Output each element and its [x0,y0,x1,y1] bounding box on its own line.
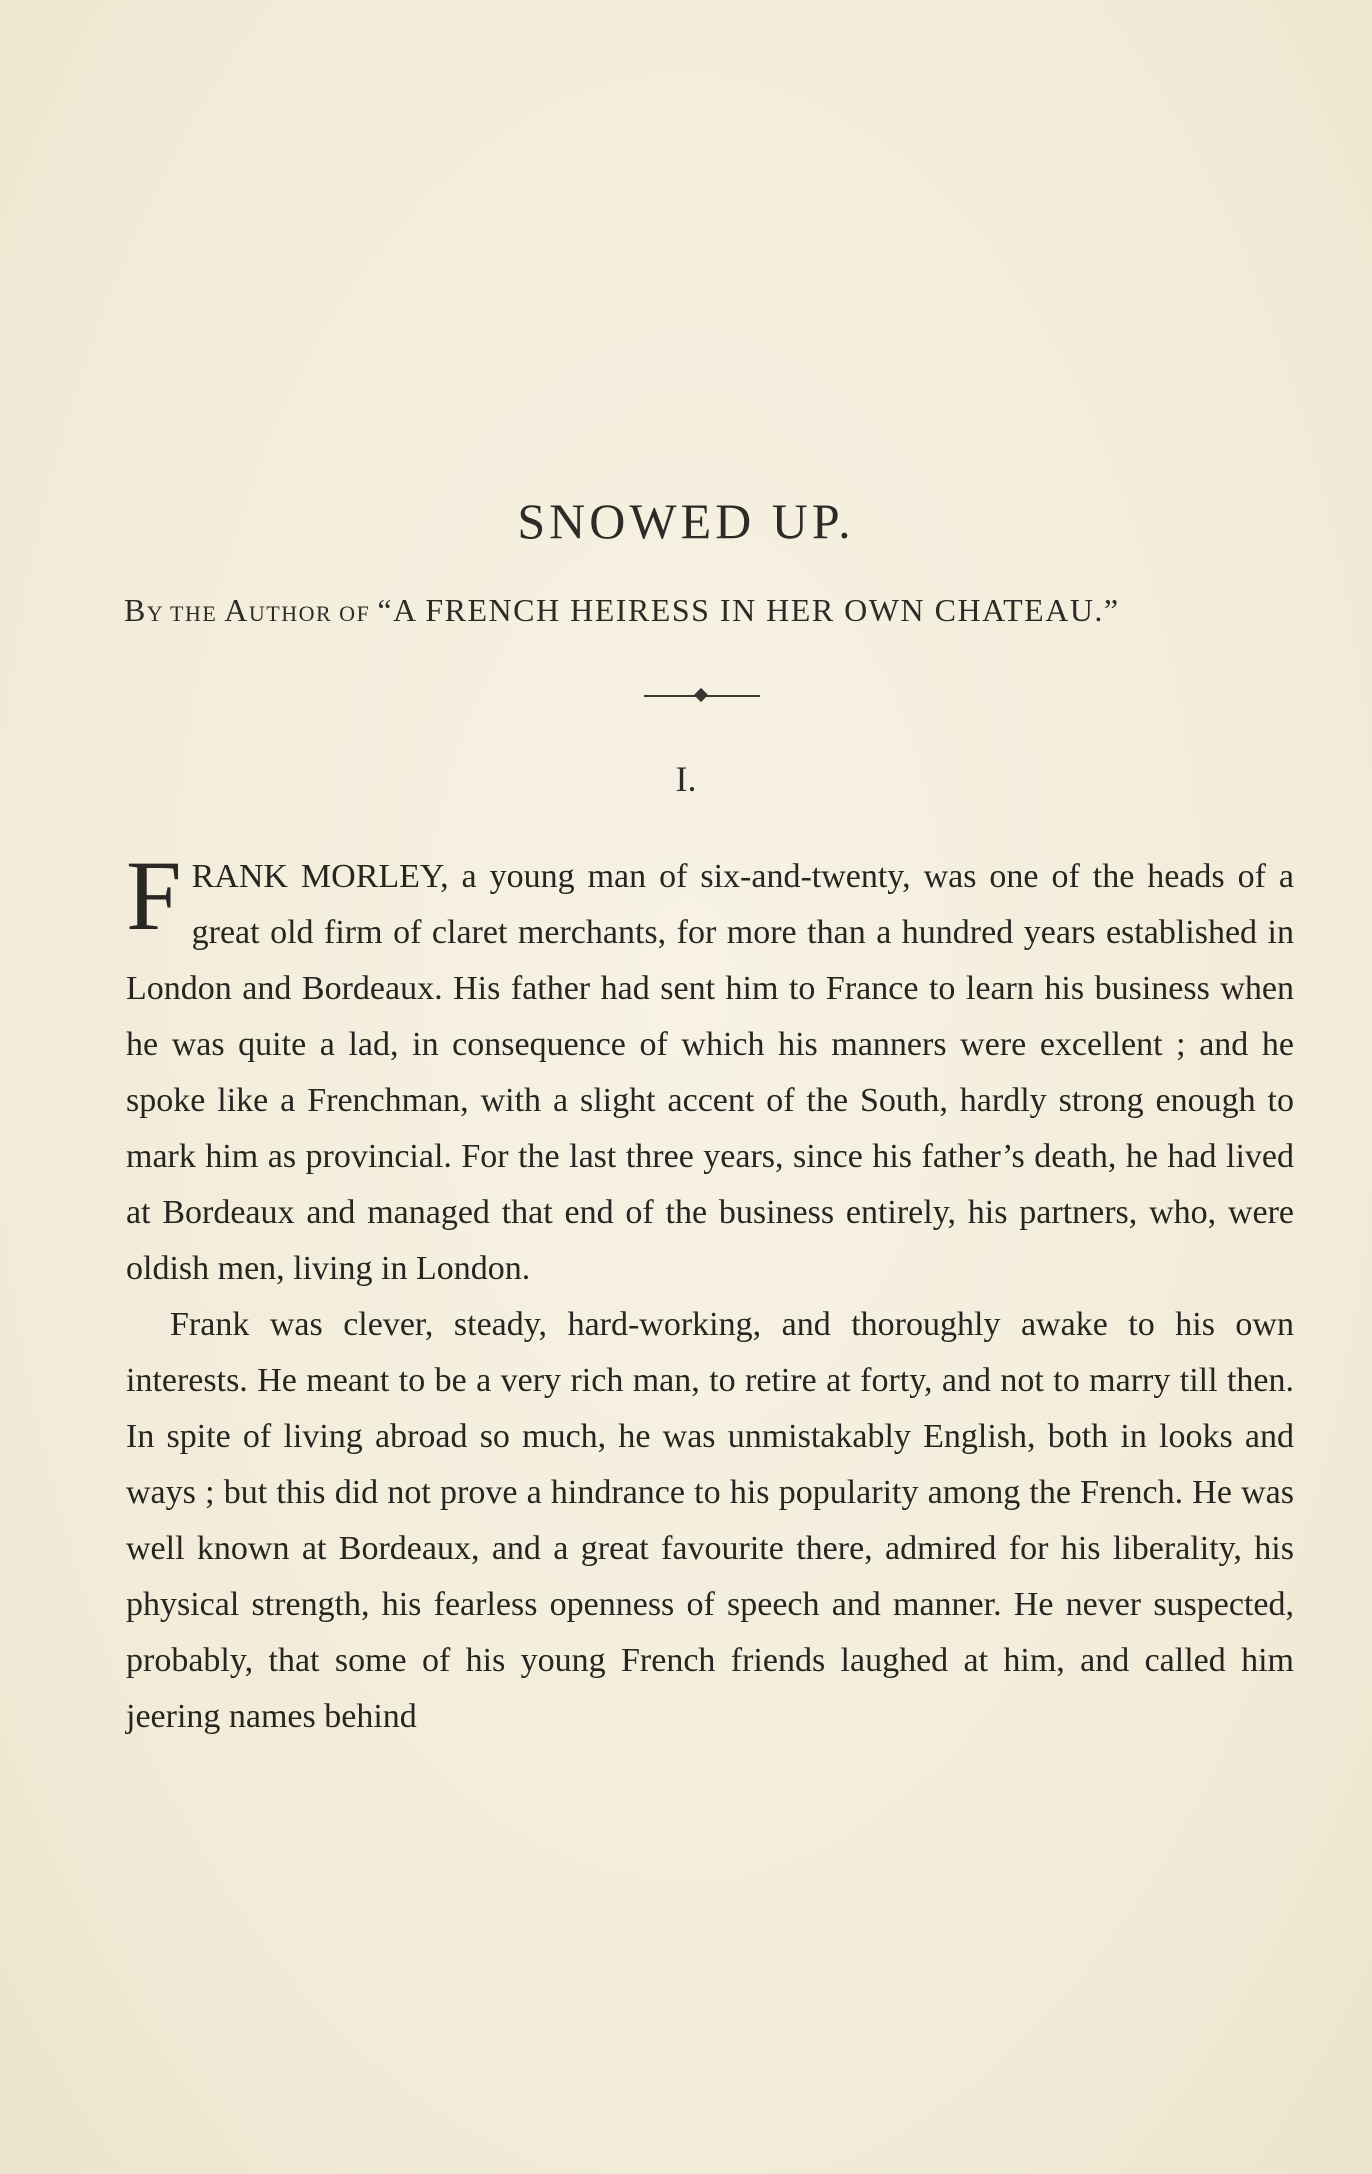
diamond-ornament-icon [694,688,708,702]
byline-work-title: “A FRENCH HEIRESS IN HER OWN CHATEAU.” [377,592,1120,628]
paragraph-second: Frank was clever, steady, hard-working, and thoroughly awake to his own interests. He meant to be a very rich man, to retire at forty, and not to marry till then. In spite of living abroad so much, he was unmistakably English, both in looks and ways ; but this did not prove a hindrance to his popularity among the French. He was well known at Bordeaux, and a great favourite there, admired for his liberality, his physical strength, his fearless openness of speech and manner. He never suspected, probably, that some of his young French friends laughed at him, and called him jeering names behind [126,1306,1294,1735]
byline-by-initial: B [124,592,147,628]
body-text [126,840,1294,1745]
paragraph-first-text: RANK MORLEY, a young man of six-and-twenty, was one of the heads of a great old firm of claret merchants, for more than a hundred years established in London and Bordeaux. His father had sent him to France to learn his business when he was quite a lad, in consequence of which his manners were excellent ; and he spoke like a Frenchman, with a slight accent of the South, hardly strong enough to mark him as provincial. For the last three years, since his father’s death, he had lived at Bordeaux and managed that end of the business entirely, his partners, who, were oldish men, living in London. [126,858,1294,1287]
paragraph-first [126,840,1294,1297]
byline-author-rest: UTHOR OF [248,601,378,626]
section-number: I. [675,759,697,799]
story-title: SNOWED UP. [517,493,855,549]
byline-by-rest: Y THE [146,601,225,626]
author-byline [124,592,1304,629]
byline-author-initial: A [224,592,249,628]
ornamental-divider [644,688,760,704]
drop-cap: F [126,840,182,951]
